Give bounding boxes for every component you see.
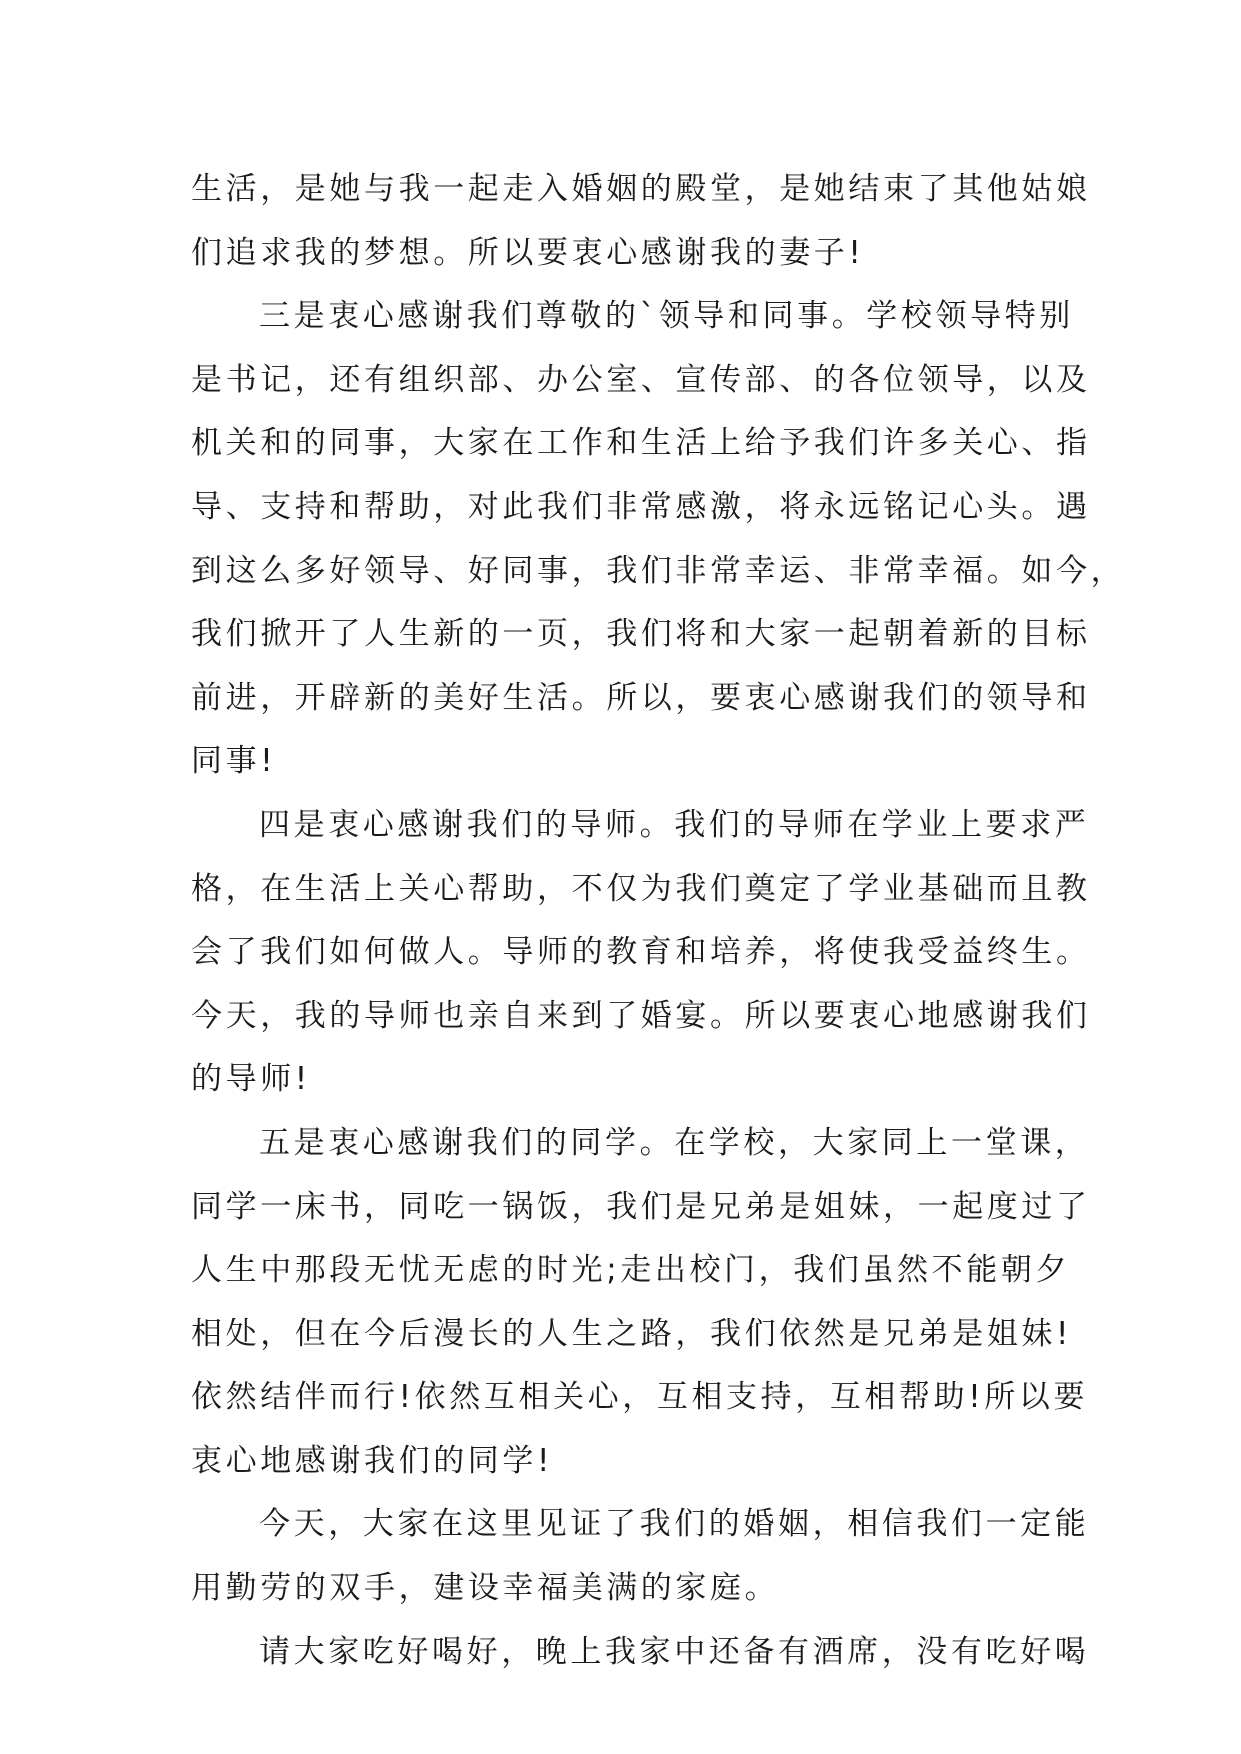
text-line: 人生中那段无忧无虑的时光;走出校门，我们虽然不能朝夕 [191, 1252, 1071, 1289]
text-line: 的导师! [191, 1061, 311, 1098]
text-line: 用勤劳的双手，建设幸福美满的家庭。 [191, 1570, 780, 1607]
text-line: 是书记，还有组织部、办公室、宣传部、的各位领导，以及 [191, 361, 1091, 398]
paragraph-first-line: 三是衷心感谢我们尊敬的`领导和同事。学校领导特别 [259, 298, 1074, 335]
text-line: 依然结伴而行!依然互相关心，互相支持，互相帮助!所以要 [191, 1379, 1089, 1416]
text-line: 我们掀开了人生新的一页，我们将和大家一起朝着新的目标 [191, 616, 1091, 653]
text-line: 们追求我的梦想。所以要衷心感谢我的妻子! [191, 234, 865, 271]
text-line: 机关和的同事，大家在工作和生活上给予我们许多关心、指 [191, 425, 1091, 462]
text-line: 衷心地感谢我们的同学! [191, 1442, 554, 1479]
paragraph-first-line: 今天，大家在这里见证了我们的婚姻，相信我们一定能 [259, 1506, 1090, 1543]
paragraph-first-line: 四是衷心感谢我们的导师。我们的导师在学业上要求严 [259, 806, 1090, 843]
text-line: 同学一床书，同吃一锅饭，我们是兄弟是姐妹，一起度过了 [191, 1188, 1091, 1225]
text-line: 到这么多好领导、好同事，我们非常幸运、非常幸福。如今， [191, 552, 1126, 589]
text-line: 导、支持和帮助，对此我们非常感激，将永远铭记心头。遇 [191, 488, 1091, 525]
text-line: 格，在生活上关心帮助，不仅为我们奠定了学业基础而且教 [191, 870, 1091, 907]
document-body [191, 158, 1126, 1684]
text-line: 会了我们如何做人。导师的教育和培养，将使我受益终生。 [191, 934, 1091, 971]
text-line: 前进，开辟新的美好生活。所以，要衷心感谢我们的领导和 [191, 679, 1091, 716]
text-line: 相处，但在今后漫长的人生之路，我们依然是兄弟是姐妹! [191, 1315, 1073, 1352]
text-line: 今天，我的导师也亲自来到了婚宴。所以要衷心地感谢我们 [191, 997, 1091, 1034]
paragraph-first-line: 请大家吃好喝好，晚上我家中还备有酒席，没有吃好喝 [259, 1633, 1090, 1670]
text-line: 同事! [191, 743, 277, 780]
text-line: 生活，是她与我一起走入婚姻的殿堂，是她结束了其他姑娘 [191, 171, 1091, 207]
paragraph-first-line: 五是衷心感谢我们的同学。在学校，大家同上一堂课， [259, 1124, 1090, 1161]
